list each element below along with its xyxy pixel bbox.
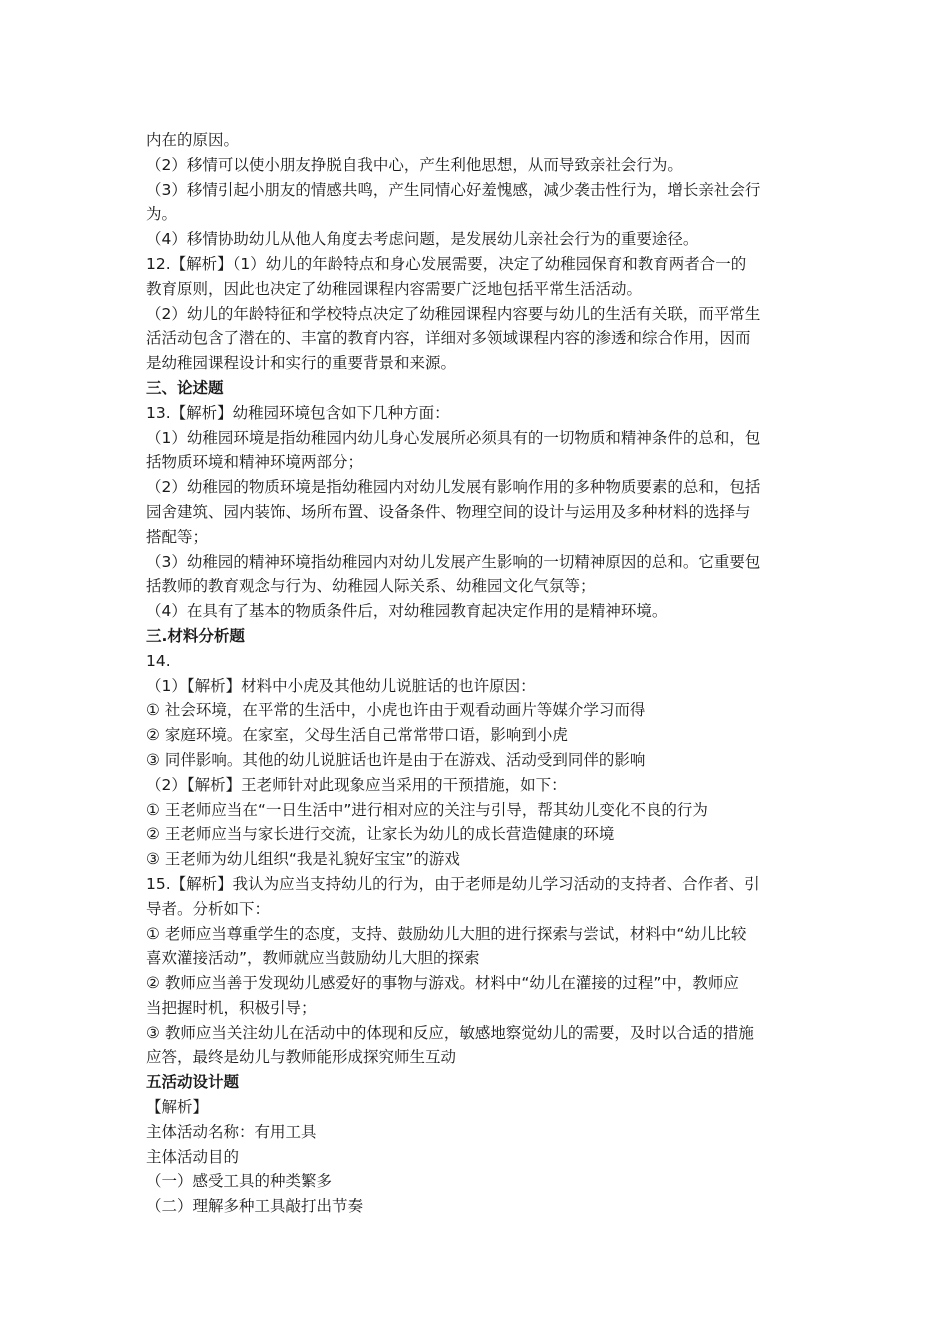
text-line: 园舍建筑、园内装饰、场所布置、设备条件、物理空间的设计与运用及多种材料的选择与	[146, 502, 751, 521]
text-line: （3）幼稚园的精神环境指幼稚园内对幼儿发展产生影响的一切精神原因的总和。它重要包	[146, 552, 761, 571]
text-line: ② 王老师应当与家长进行交流，让家长为幼儿的成长营造健康的环境	[146, 825, 615, 844]
text-line: （4）移情协助幼儿从他人角度去考虑问题，是发展幼儿亲社会行为的重要途径。	[146, 230, 699, 249]
text-line: （3）移情引起小朋友的情感共鸣，产生同情心好羞愧感，减少袭击性行为，增长亲社会行	[146, 180, 761, 199]
text-line: （二）理解多种工具敲打出节奏	[146, 1197, 364, 1216]
text-line: 为。	[146, 205, 178, 224]
section-heading: 三、论述题	[146, 378, 224, 397]
text-line: （2）幼稚园的物质环境是指幼稚园内对幼儿发展有影响作用的多种物质要素的总和，包括	[146, 478, 761, 497]
text-line: ① 老师应当尊重学生的态度，支持、鼓励幼儿大胆的进行探索与尝试，材料中“幼儿比较	[146, 924, 747, 943]
text-line: 13.【解析】幼稚园环境包含如下几种方面：	[146, 403, 450, 422]
text-line: 当把握时机，积极引导；	[146, 998, 317, 1017]
text-line: 括物质环境和精神环境两部分；	[146, 453, 364, 472]
text-line: ① 王老师应当在“一日生活中”进行相对应的关注与引导，帮其幼儿变化不良的行为	[146, 800, 708, 819]
text-line: 主体活动目的	[146, 1147, 240, 1166]
text-line: ② 家庭环境。在家室，父母生活自己常常带口语，影响到小虎	[146, 726, 568, 745]
text-line: （一）感受工具的种类繁多	[146, 1172, 333, 1191]
text-line: （4）在具有了基本的物质条件后，对幼稚园教育起决定作用的是精神环境。	[146, 602, 668, 621]
text-line: 应答，最终是幼儿与教师能形成探究师生互动	[146, 1048, 457, 1067]
text-line: 15.【解析】我认为应当支持幼儿的行为，由于老师是幼儿学习活动的支持者、合作者、引	[146, 874, 760, 893]
text-line: ③ 教师应当关注幼儿在活动中的体现和反应，敏感地察觉幼儿的需要，及时以合适的措施	[146, 1023, 754, 1042]
text-line: （2）【解析】王老师针对此现象应当采用的干预措施，如下：	[146, 775, 567, 794]
section-heading: 五活动设计题	[146, 1073, 240, 1092]
text-line: ③ 王老师为幼儿组织“我是礼貌好宝宝”的游戏	[146, 850, 460, 869]
text-line: 搭配等；	[146, 527, 209, 546]
text-line: ① 社会环境，在平常的生活中，小虎也许由于观看动画片等媒介学习而得	[146, 701, 646, 720]
text-line: （2）移情可以使小朋友挣脱自我中心，产生利他思想，从而导致亲社会行为。	[146, 155, 683, 174]
text-line: （2）幼儿的年龄特征和学校特点决定了幼稚园课程内容要与幼儿的生活有关联，而平常生	[146, 304, 761, 323]
text-line: 导者。分析如下：	[146, 899, 271, 918]
document-page	[146, 128, 810, 1219]
text-line: （1）幼稚园环境是指幼稚园内幼儿身心发展所必须具有的一切物质和精神条件的总和，包	[146, 428, 761, 447]
text-line: 12.【解析】（1）幼儿的年龄特点和身心发展需要，决定了幼稚园保育和教育两者合一的	[146, 254, 747, 273]
section-heading: 三.材料分析题	[146, 626, 245, 645]
text-line: 括教师的教育观念与行为、幼稚园人际关系、幼稚园文化气氛等；	[146, 577, 596, 596]
text-line: 教育原则，因此也决定了幼稚园课程内容需要广泛地包括平常生活活动。	[146, 279, 643, 298]
text-line: ③ 同伴影响。其他的幼儿说脏话也许是由于在游戏、活动受到同伴的影响	[146, 750, 646, 769]
text-line: 14.	[146, 651, 171, 670]
text-line: 是幼稚园课程设计和实行的重要背景和来源。	[146, 354, 457, 373]
text-line: 主体活动名称：有用工具	[146, 1122, 317, 1141]
text-line: 内在的原因。	[146, 131, 240, 149]
text-line: ② 教师应当善于发现幼儿感爱好的事物与游戏。材料中“幼儿在灌接的过程”中，教师应	[146, 974, 739, 993]
text-line: 【解析】	[146, 1098, 209, 1117]
text-line: 喜欢灌接活动”，教师就应当鼓励幼儿大胆的探索	[146, 949, 480, 968]
text-line: （1）【解析】材料中小虎及其他幼儿说脏话的也许原因：	[146, 676, 536, 695]
text-line: 活活动包含了潜在的、丰富的教育内容，详细对多领域课程内容的渗透和综合作用，因而	[146, 329, 751, 348]
